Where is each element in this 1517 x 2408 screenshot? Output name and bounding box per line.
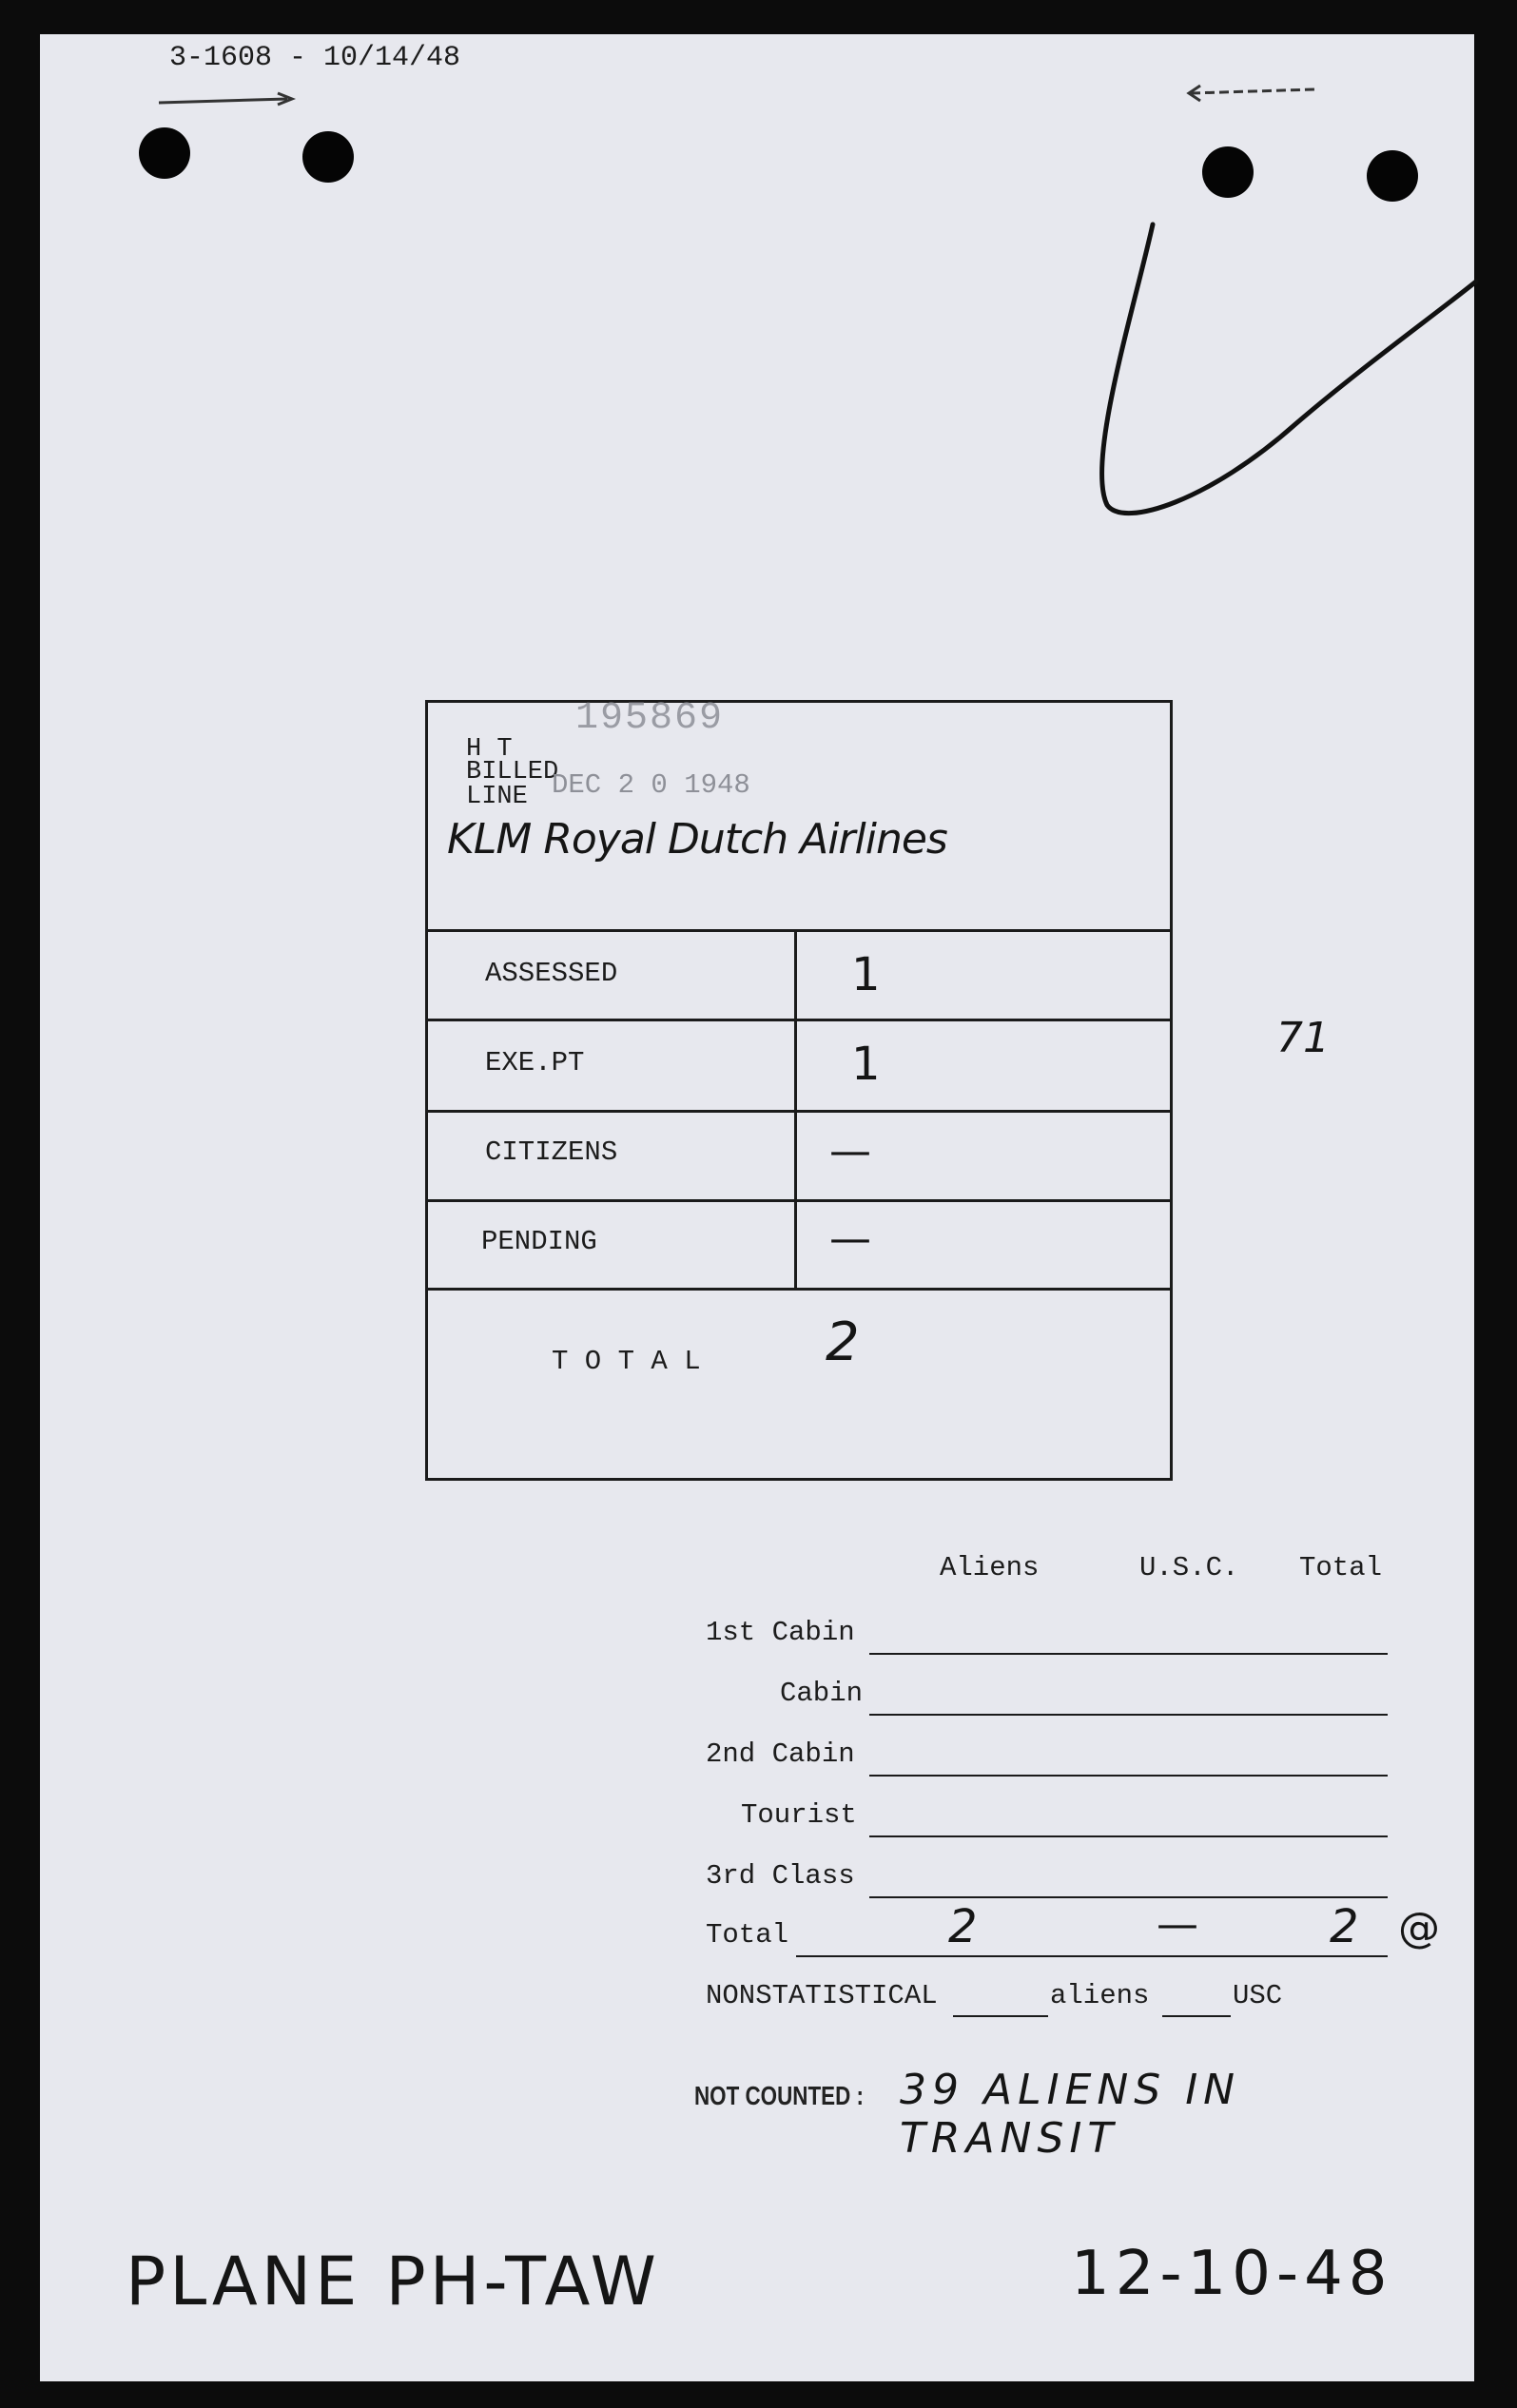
nonstat-aliens: aliens [1050, 1980, 1150, 2011]
row-label-pending: PENDING [481, 1226, 597, 1257]
row-1st-cabin: 1st Cabin [706, 1617, 855, 1648]
blank-line [869, 1714, 1388, 1716]
row-tourist: Tourist [741, 1799, 857, 1831]
side-mark: 71 [1276, 1014, 1330, 1062]
plane-id: PLANE PH-TAW [126, 2243, 660, 2321]
punch-hole [139, 127, 190, 179]
document-page [40, 34, 1474, 2381]
header-total: Total [1299, 1552, 1383, 1583]
line-name: KLM Royal Dutch Airlines [447, 815, 947, 864]
stamp-date: DEC 2 0 1948 [552, 769, 750, 801]
label-line: LINE [466, 783, 528, 811]
row-label-exempt: EXE.PT [485, 1047, 585, 1078]
blank-line [869, 1653, 1388, 1655]
total-aliens: 2 [948, 1900, 978, 1953]
divider [428, 1199, 1170, 1202]
blank-line [1162, 2015, 1231, 2017]
arrow-mark-right [1181, 80, 1333, 108]
blank-line [953, 2015, 1048, 2017]
form-number: 3-1608 - 10/14/48 [169, 42, 461, 74]
tally-box [425, 697, 1173, 1481]
not-counted-note: 39 ALIENS IN TRANSIT [900, 2066, 1241, 2163]
arrow-mark-left [154, 91, 306, 120]
blank-line [796, 1955, 1388, 1957]
row-label-citizens: CITIZENS [485, 1136, 618, 1168]
check-mark-icon [1048, 177, 1486, 576]
blank-line [869, 1775, 1388, 1777]
row-value-citizens: — [829, 1127, 871, 1175]
column-divider [794, 929, 797, 1288]
total-mark: @ [1398, 1904, 1440, 1952]
header-usc: U.S.C. [1139, 1552, 1239, 1583]
divider [428, 1110, 1170, 1113]
total-label: T O T A L [552, 1346, 701, 1377]
row-label-assessed: ASSESSED [485, 958, 618, 989]
nonstat-usc: USC [1233, 1980, 1283, 2011]
serial-number: 195869 [575, 697, 725, 740]
row-3rd-class: 3rd Class [706, 1860, 855, 1892]
row-value-pending: — [829, 1214, 871, 1263]
label-ht: H T [466, 735, 513, 764]
divider [428, 929, 1170, 932]
nonstat-label: NONSTATISTICAL [706, 1980, 938, 2011]
row-2nd-cabin: 2nd Cabin [706, 1738, 855, 1770]
row-total: Total [706, 1919, 789, 1951]
header-aliens: Aliens [940, 1552, 1040, 1583]
row-cabin: Cabin [780, 1678, 864, 1709]
not-counted-label: NOT COUNTED : [694, 2081, 864, 2110]
divider [428, 1019, 1170, 1021]
punch-hole [302, 131, 354, 183]
handwritten-date: 12-10-48 [1071, 2239, 1393, 2309]
total-value: 2 [826, 1311, 860, 1373]
total-usc: — [1157, 1900, 1198, 1949]
divider [428, 1288, 1170, 1291]
total-total: 2 [1330, 1900, 1359, 1953]
blank-line [869, 1835, 1388, 1837]
label-billed: BILLED [466, 758, 559, 786]
blank-line [869, 1896, 1388, 1898]
row-value-assessed: 1 [851, 948, 881, 1001]
row-value-exempt: 1 [851, 1038, 881, 1091]
